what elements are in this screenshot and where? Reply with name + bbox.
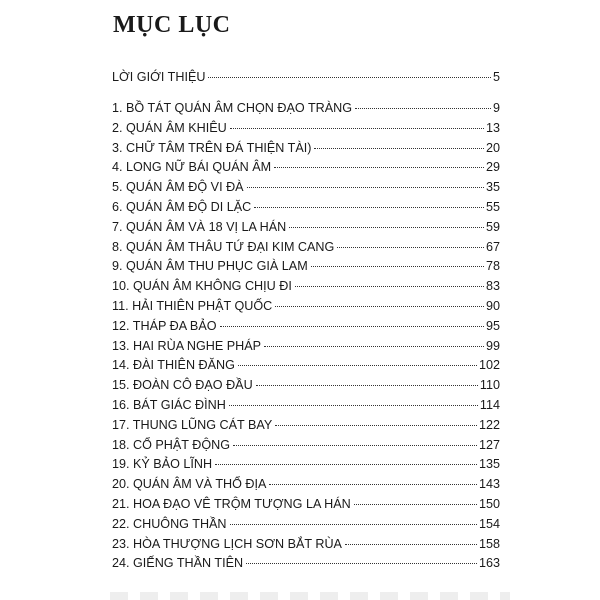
toc-leader bbox=[230, 524, 477, 525]
toc-row-chapter bbox=[112, 496, 500, 513]
toc-leader bbox=[215, 464, 477, 465]
toc-row-chapter bbox=[112, 476, 500, 493]
toc-chapter-page: 83 bbox=[485, 279, 500, 294]
toc-chapter-page: 20 bbox=[485, 140, 500, 155]
bottom-edge-mark bbox=[110, 592, 510, 600]
toc-row-chapter bbox=[112, 179, 500, 196]
toc-chapter-page: 154 bbox=[478, 516, 500, 531]
toc-leader bbox=[220, 326, 484, 327]
toc-chapter-label: 17. THUNG LŨNG CÁT BAY bbox=[112, 417, 273, 432]
toc-leader bbox=[295, 286, 484, 287]
toc-chapter-label: 4. LONG NỮ BÁI QUÁN ÂM bbox=[112, 160, 272, 175]
toc-row-chapter bbox=[112, 258, 500, 275]
toc-chapter-page: 158 bbox=[478, 536, 500, 551]
toc-leader bbox=[275, 306, 484, 307]
toc-chapter-page: 29 bbox=[485, 160, 500, 175]
toc-leader bbox=[238, 365, 477, 366]
toc-row-chapter bbox=[112, 456, 500, 473]
toc-chapter-label: 18. CỔ PHẬT ĐỘNG bbox=[112, 437, 231, 452]
toc-row-chapter bbox=[112, 219, 500, 236]
toc-chapter-page: 127 bbox=[478, 437, 500, 452]
toc-chapter-label: 23. HÒA THƯỢNG LỊCH SƠN BẮT RÙA bbox=[112, 536, 342, 551]
toc-row-chapter bbox=[112, 120, 500, 137]
toc-chapter-label: 14. ĐÀI THIÊN ĐĂNG bbox=[112, 358, 235, 373]
toc-chapter-label: 5. QUÁN ÂM ĐỘ VI ĐÀ bbox=[112, 180, 244, 195]
toc-leader bbox=[254, 207, 484, 208]
toc-label-intro: LỜI GIỚI THIỆU bbox=[112, 70, 206, 84]
toc-chapter-page: 95 bbox=[485, 318, 500, 333]
toc-leader bbox=[311, 266, 484, 267]
toc-row-chapter bbox=[112, 516, 500, 533]
toc-chapter-page: 143 bbox=[478, 477, 500, 492]
toc-row-chapter bbox=[112, 437, 500, 454]
toc-chapter-page: 114 bbox=[479, 398, 500, 412]
toc-row-chapter bbox=[112, 100, 500, 117]
toc-leader bbox=[247, 187, 484, 188]
toc-chapter-page: 163 bbox=[478, 556, 500, 571]
toc-row-chapter bbox=[112, 397, 500, 414]
toc-chapter-label: 1. BỒ TÁT QUÁN ÂM CHỌN ĐẠO TRÀNG bbox=[112, 101, 353, 115]
toc-chapter-label: 19. KỶ BẢO LĨNH bbox=[112, 457, 213, 472]
toc-chapter-label: 16. BÁT GIÁC ĐÌNH bbox=[112, 398, 226, 412]
toc-chapter-page: 9 bbox=[492, 101, 500, 115]
toc-row-chapter bbox=[112, 159, 500, 176]
table-of-contents bbox=[112, 0, 502, 600]
toc-chapter-page: 102 bbox=[478, 358, 500, 373]
toc-chapter-label: 2. QUÁN ÂM KHIÊU bbox=[112, 120, 227, 135]
toc-leader bbox=[345, 544, 477, 545]
toc-leader bbox=[233, 445, 477, 446]
toc-chapter-label: 21. HOA ĐẠO VÊ TRỘM TƯỢNG LA HÁN bbox=[112, 497, 351, 511]
toc-leader bbox=[229, 405, 478, 406]
toc-chapter-page: 99 bbox=[485, 338, 500, 353]
toc-row-chapter bbox=[112, 199, 500, 216]
toc-leader bbox=[264, 346, 484, 347]
toc-row-chapter bbox=[112, 278, 500, 295]
toc-row-chapter bbox=[112, 536, 500, 553]
toc-chapter-label: 8. QUÁN ÂM THÂU TỨ ĐẠI KIM CANG bbox=[112, 239, 335, 254]
toc-chapter-label: 10. QUÁN ÂM KHÔNG CHỊU ĐI bbox=[112, 279, 292, 294]
toc-chapter-page: 67 bbox=[485, 239, 500, 254]
toc-chapter-page: 13 bbox=[485, 120, 500, 135]
toc-row-chapter bbox=[112, 239, 500, 256]
toc-chapter-page: 59 bbox=[485, 219, 500, 234]
toc-chapter-label: 13. HAI RÙA NGHE PHÁP bbox=[112, 338, 262, 353]
toc-chapter-label: 24. GIẾNG THẦN TIÊN bbox=[112, 556, 244, 571]
toc-leader bbox=[355, 108, 491, 109]
toc-chapter-label: 9. QUÁN ÂM THU PHỤC GIÀ LAM bbox=[112, 259, 308, 274]
toc-leader bbox=[256, 385, 478, 386]
toc-row-chapter bbox=[112, 140, 500, 157]
toc-chapter-label: 6. QUÁN ÂM ĐỘ DI LẶC bbox=[112, 200, 252, 214]
toc-chapter-page: 35 bbox=[485, 180, 500, 195]
toc-leader bbox=[289, 227, 484, 228]
toc-leader bbox=[269, 484, 477, 485]
toc-page-intro: 5 bbox=[492, 70, 500, 84]
toc-leader bbox=[275, 425, 477, 426]
toc-chapter-label: 3. CHỮ TÂM TRÊN ĐÁ THIỆN TÀI) bbox=[112, 140, 312, 155]
toc-row-chapter bbox=[112, 377, 500, 394]
toc-leader bbox=[208, 77, 491, 78]
toc-chapter-label: 12. THÁP ĐA BẢO bbox=[112, 318, 217, 333]
toc-chapter-label: 22. CHUÔNG THẦN bbox=[112, 516, 227, 531]
toc-chapter-page: 110 bbox=[479, 378, 500, 393]
toc-leader bbox=[246, 563, 477, 564]
toc-leader bbox=[274, 167, 484, 168]
toc-chapter-label: 20. QUÁN ÂM VÀ THỔ ĐỊA bbox=[112, 477, 267, 492]
toc-chapter-label: 11. HẢI THIÊN PHẬT QUỐC bbox=[112, 299, 273, 313]
toc-leader bbox=[230, 128, 484, 129]
toc-chapter-page: 55 bbox=[485, 200, 500, 214]
toc-chapter-label: 15. ĐOÀN CÔ ĐẠO ĐẦU bbox=[112, 378, 253, 393]
toc-chapter-page: 122 bbox=[478, 417, 500, 432]
toc-chapter-label: 7. QUÁN ÂM VÀ 18 VỊ LA HÁN bbox=[112, 219, 287, 234]
toc-leader bbox=[354, 504, 477, 505]
page-title: MỤC LỤC bbox=[113, 12, 231, 38]
toc-row-intro bbox=[112, 69, 500, 86]
toc-chapter-page: 150 bbox=[478, 497, 500, 511]
toc-chapter-page: 135 bbox=[478, 457, 500, 472]
toc-row-chapter bbox=[112, 338, 500, 355]
toc-chapter-page: 90 bbox=[485, 299, 500, 313]
toc-row-chapter bbox=[112, 555, 500, 572]
toc-row-chapter bbox=[112, 417, 500, 434]
toc-leader bbox=[314, 148, 484, 149]
toc-leader bbox=[337, 247, 484, 248]
toc-row-chapter bbox=[112, 357, 500, 374]
toc-chapter-page: 78 bbox=[485, 259, 500, 274]
toc-row-chapter bbox=[112, 318, 500, 335]
toc-row-chapter bbox=[112, 298, 500, 315]
